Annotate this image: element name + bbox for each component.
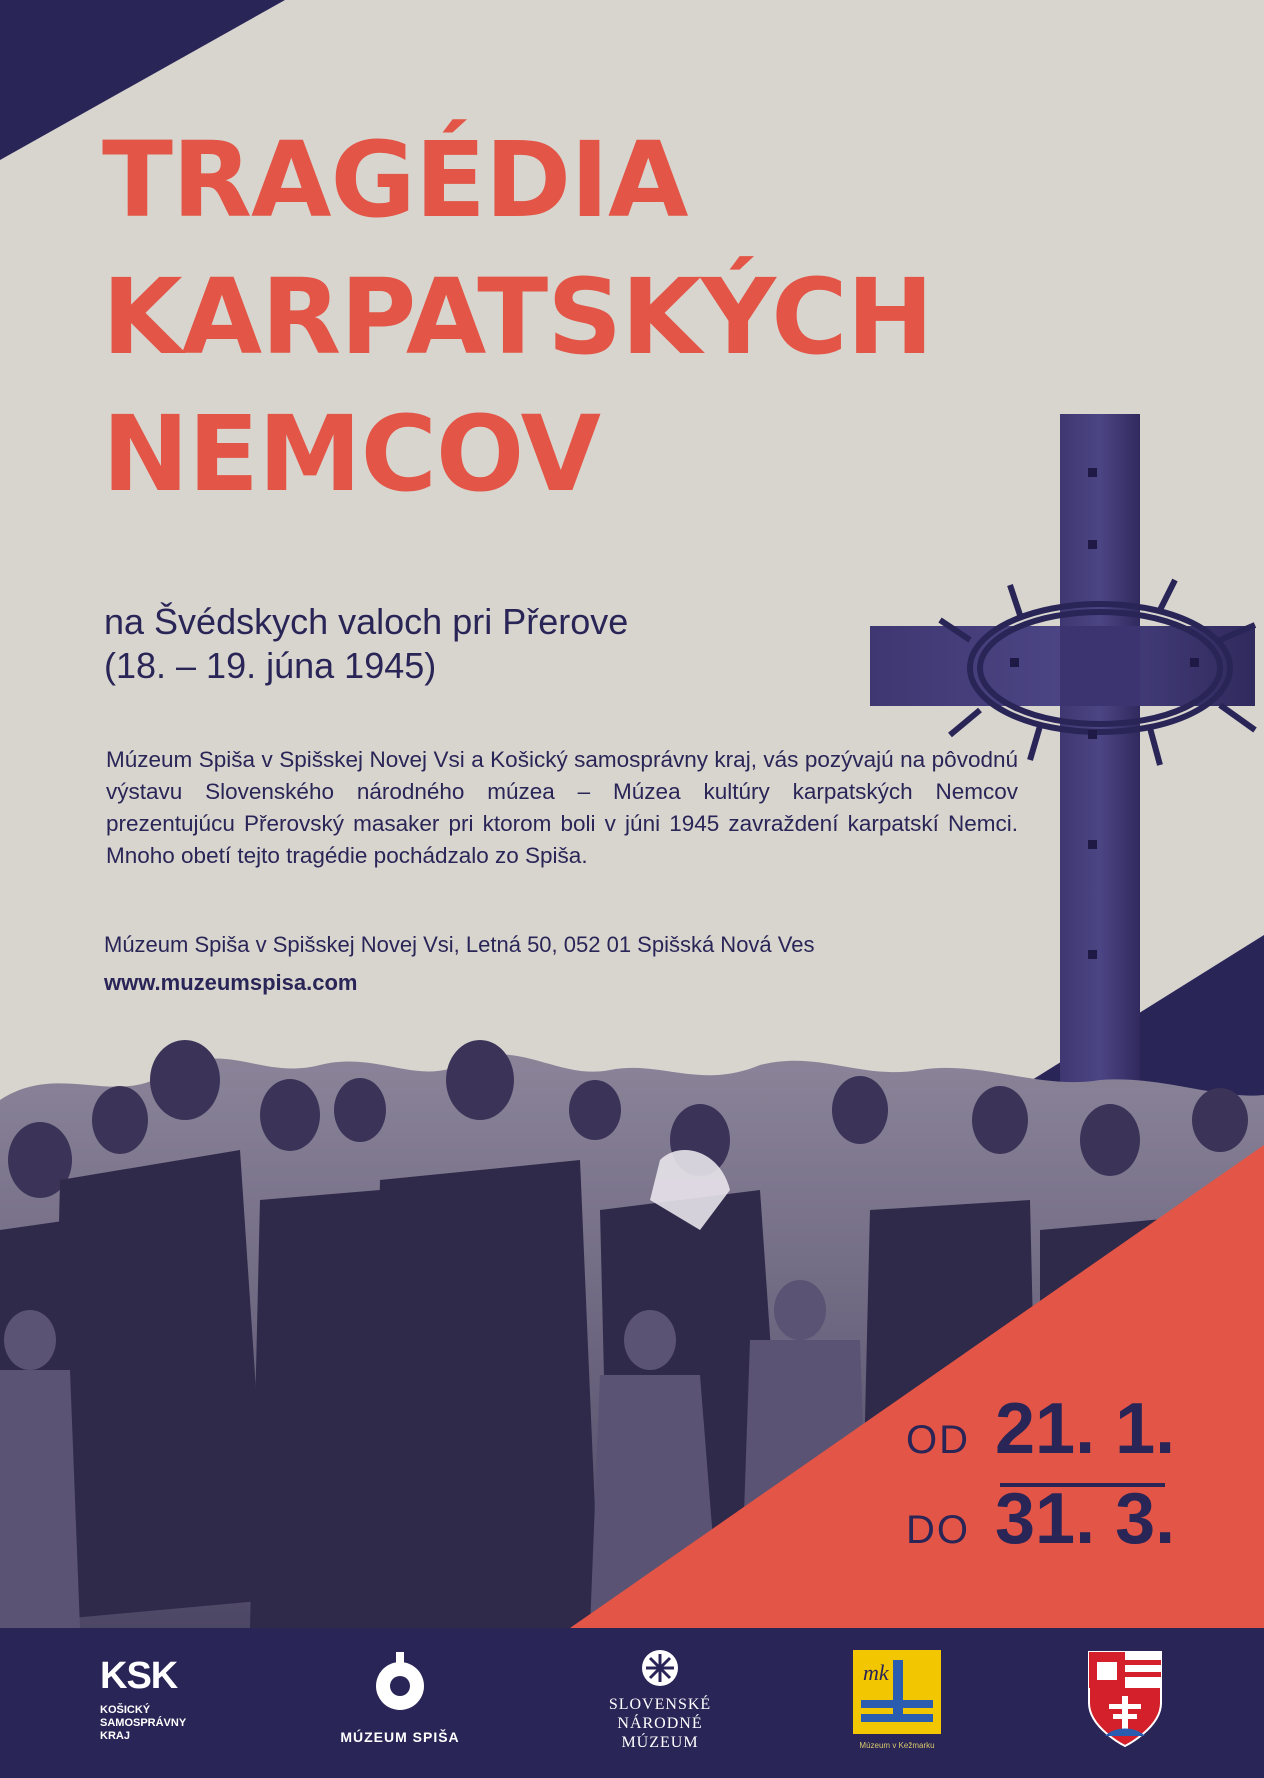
snm-star-icon bbox=[640, 1648, 680, 1688]
date-from-label: OD bbox=[906, 1418, 970, 1462]
footer-logos bbox=[0, 1628, 1264, 1778]
subtitle-line-1: na Švédskych valoch pri Přerove bbox=[104, 601, 629, 642]
snm-text-2: NÁRODNÉ bbox=[617, 1715, 703, 1732]
date-to bbox=[906, 1508, 970, 1553]
date-from bbox=[906, 1418, 970, 1463]
snm-text-3: MÚZEUM bbox=[621, 1734, 699, 1751]
title-line-3: NEMCOV bbox=[102, 393, 601, 515]
coat-of-arms-icon bbox=[1085, 1648, 1165, 1753]
muzeum-spisa-icon bbox=[370, 1650, 430, 1718]
snm-logo bbox=[600, 1648, 720, 1752]
date-to-label: DO bbox=[906, 1508, 970, 1552]
ksk-text-3: KRAJ bbox=[100, 1730, 130, 1742]
date-from-value-wrap bbox=[995, 1388, 1175, 1470]
ksk-logo bbox=[100, 1656, 186, 1743]
muzeum-spisa-logo bbox=[325, 1650, 475, 1745]
date-from-value: 21. 1. bbox=[995, 1389, 1176, 1469]
title-line-1: TRAGÉDIA bbox=[102, 119, 688, 241]
date-to-value: 31. 3. bbox=[995, 1479, 1176, 1559]
subtitle-line-2: (18. – 19. júna 1945) bbox=[104, 645, 437, 686]
website-link[interactable]: www.muzeumspisa.com bbox=[104, 970, 358, 995]
ksk-mark: KSK bbox=[100, 1655, 178, 1697]
poster-title bbox=[102, 112, 933, 523]
ksk-text-2: SAMOSPRÁVNY bbox=[100, 1717, 187, 1729]
kezmarok-museum-icon bbox=[853, 1650, 941, 1734]
date-to-value-wrap bbox=[995, 1478, 1175, 1560]
title-line-2: KARPATSKÝCH bbox=[102, 256, 933, 378]
body-text: Múzeum Spiša v Spišskej Novej Vsi a Košický samosprávny kraj, vás pozývajú na pôvodnú výstavu Slovenského národného múzea – Múzea kultúry karpatských Nemcov prezentujúcu Přerovský masaker pri ktorom boli v júni 1945 zavraždení karpatskí Nemci. Mnoho obetí tejto tragédie pochádzalo zo Spiša. bbox=[106, 747, 1018, 868]
address: Múzeum Spiša v Spišskej Novej Vsi, Letná 50, 052 01 Spišská Nová Ves bbox=[104, 932, 815, 957]
subtitle bbox=[104, 600, 628, 688]
kezmarok-logo bbox=[852, 1650, 942, 1750]
svg-text:mk: mk bbox=[863, 1660, 889, 1685]
kezmarok-caption: Múzeum v Kežmarku bbox=[859, 1741, 935, 1750]
muzeum-spisa-label: MÚZEUM SPIŠA bbox=[340, 1729, 460, 1745]
ksk-text-1: KOŠICKÝ bbox=[100, 1704, 151, 1716]
snm-text-1: SLOVENSKÉ bbox=[608, 1696, 712, 1713]
